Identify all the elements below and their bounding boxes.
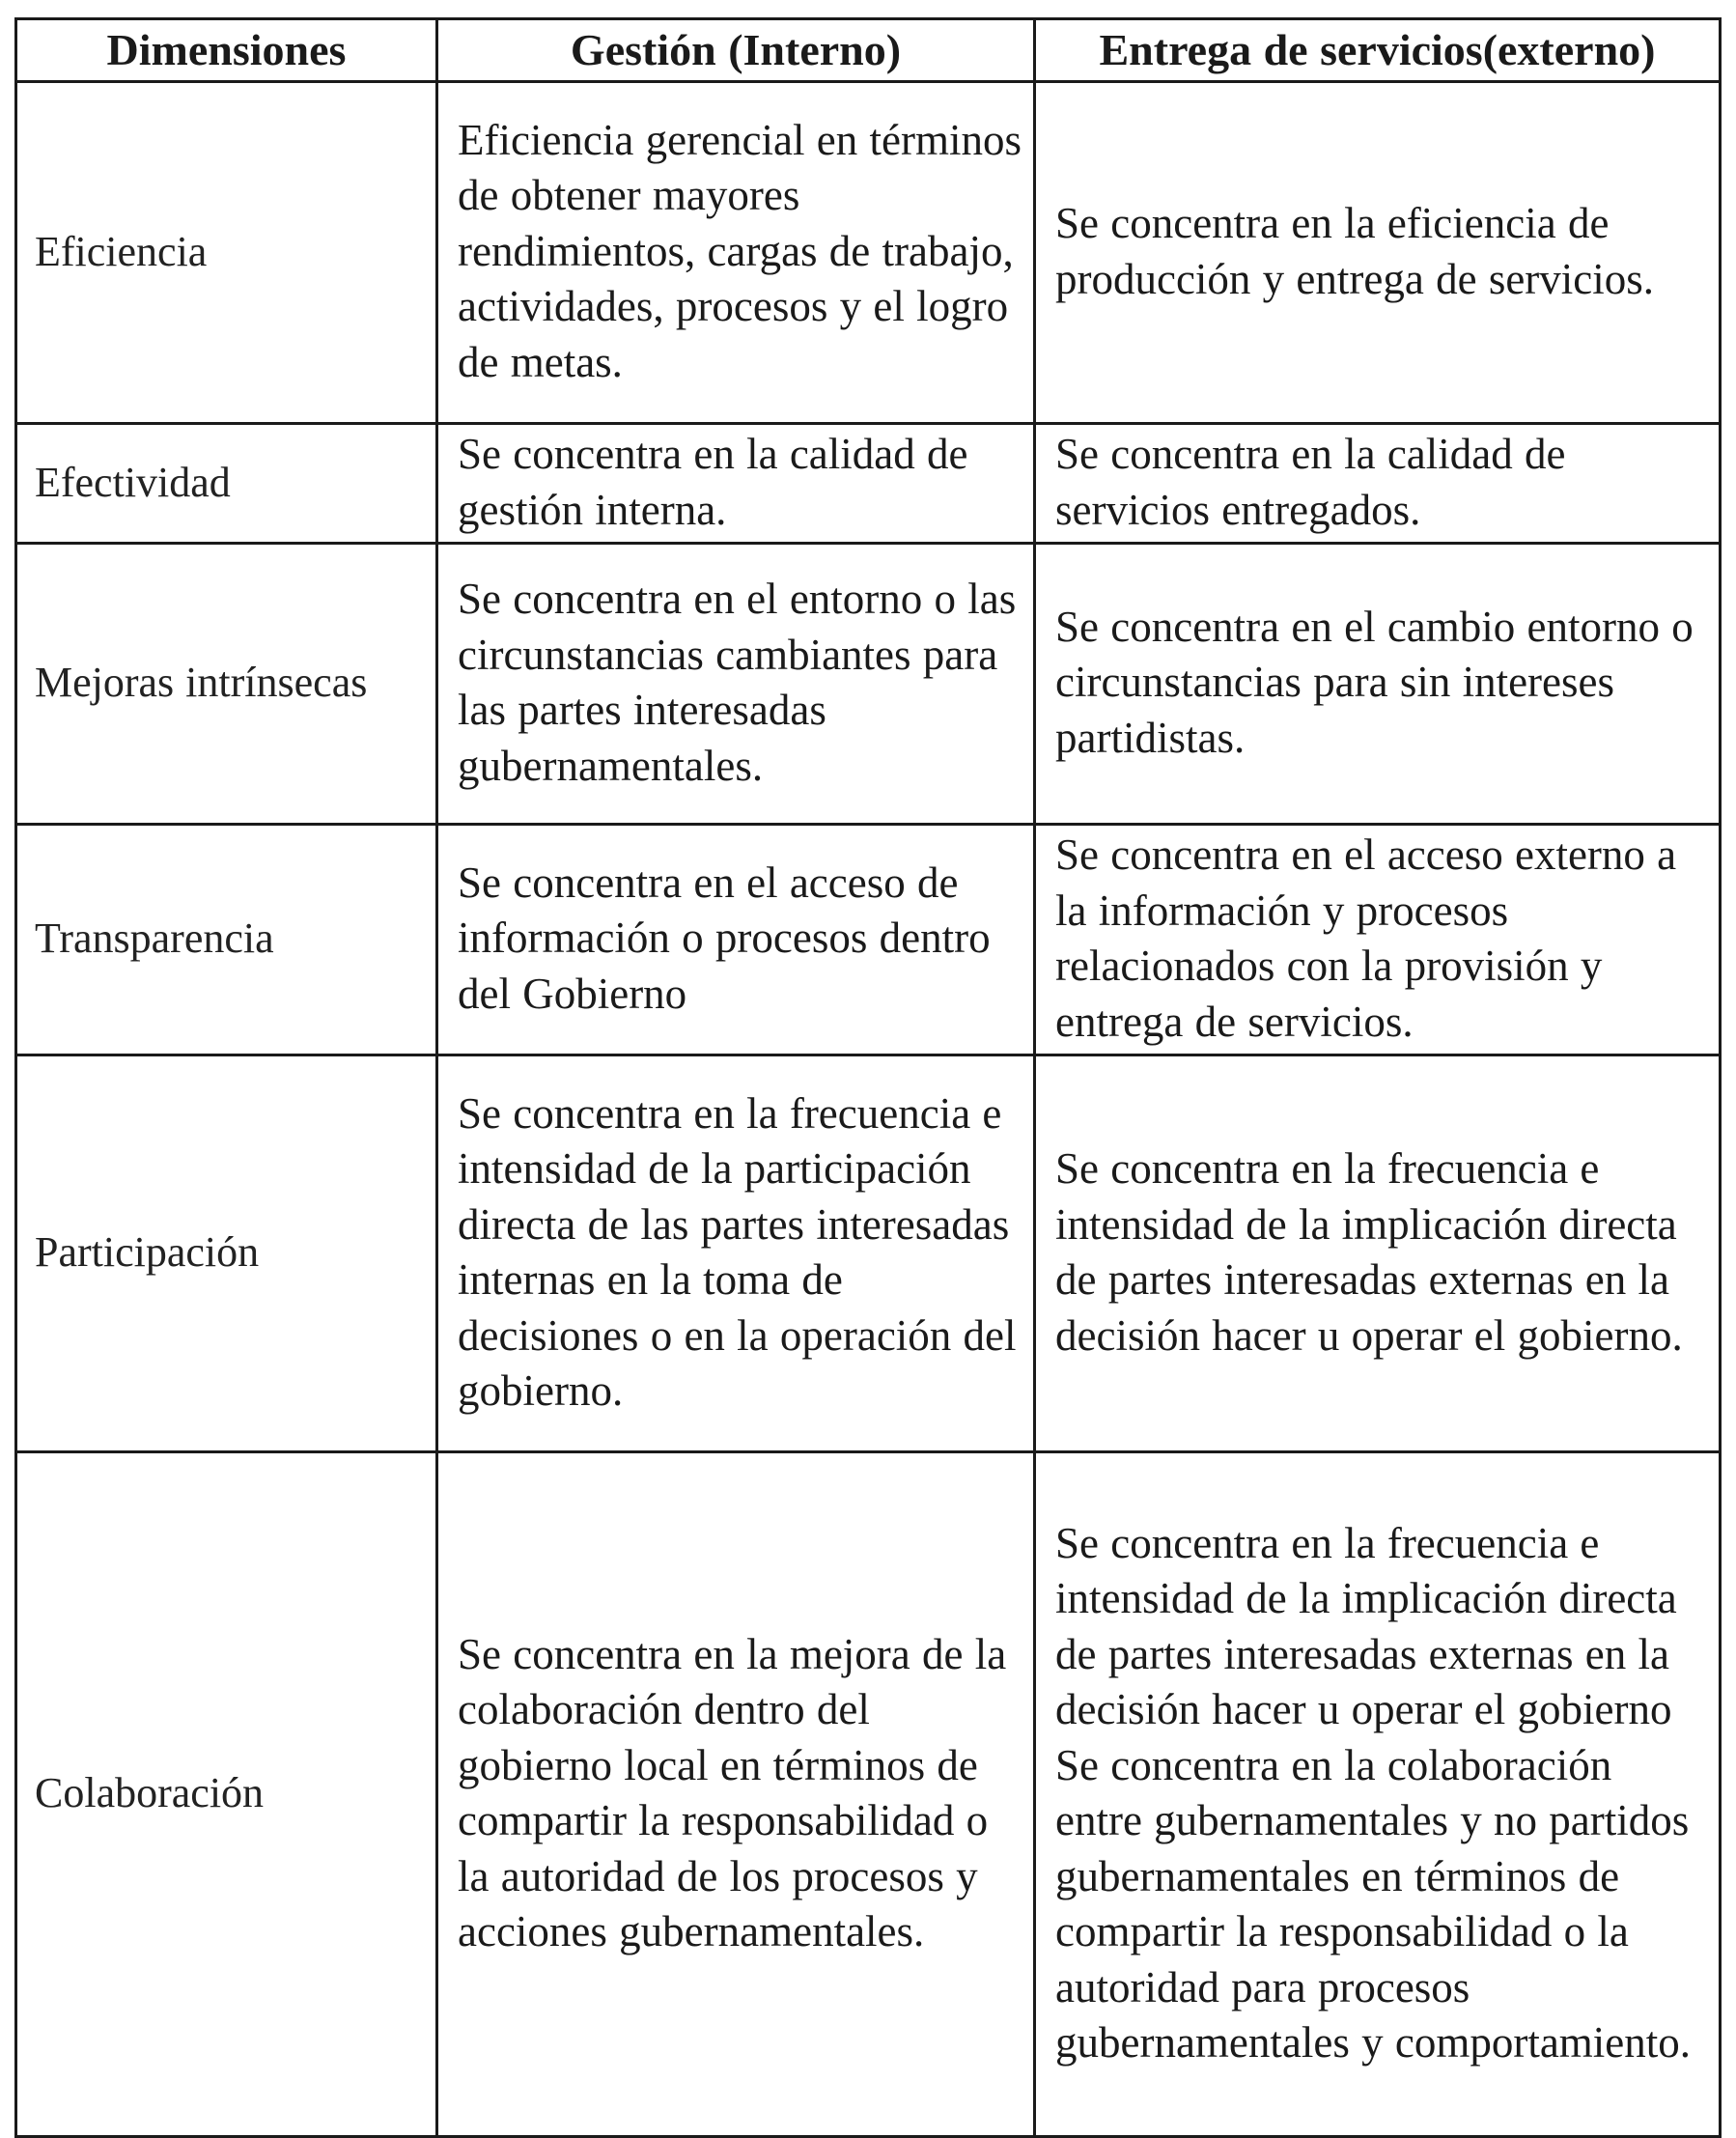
external-cell: Se concentra en la frecuencia e intensidad de la implicación directa de partes interesadas externas en la decisión hacer u operar el gobierno Se concentra en la colaboración entre gubernamentales y no partidos gubernamentales en términos de compartir la responsabilidad o la autoridad para procesos gubernamentales y comportamiento. — [1035, 1452, 1721, 2137]
dimension-cell: Colaboración — [16, 1452, 437, 2137]
table-row — [16, 82, 1721, 424]
external-cell: Se concentra en el cambio entorno o circunstancias para sin intereses partidistas. — [1035, 544, 1721, 825]
internal-cell: Se concentra en la mejora de la colaboración dentro del gobierno local en términos de compartir la responsabilidad o la autoridad de los procesos y acciones gubernamentales. — [437, 1452, 1035, 2137]
internal-cell: Se concentra en la calidad de gestión interna. — [437, 424, 1035, 544]
internal-cell: Se concentra en el acceso de información o procesos dentro del Gobierno — [437, 825, 1035, 1055]
header-entrega-servicios: Entrega de servicios(externo) — [1035, 19, 1721, 82]
dimensions-table — [14, 17, 1722, 2138]
header-gestion-interno: Gestión (Interno) — [437, 19, 1035, 82]
external-cell: Se concentra en el acceso externo a la información y procesos relacionados con la provisión y entrega de servicios. — [1035, 825, 1721, 1055]
header-row — [16, 19, 1721, 82]
dimension-cell: Transparencia — [16, 825, 437, 1055]
external-cell: Se concentra en la eficiencia de producción y entrega de servicios. — [1035, 82, 1721, 424]
dimension-cell: Efectividad — [16, 424, 437, 544]
external-cell: Se concentra en la calidad de servicios entregados. — [1035, 424, 1721, 544]
internal-cell: Se concentra en la frecuencia e intensidad de la participación directa de las partes interesadas internas en la toma de decisiones o en la operación del gobierno. — [437, 1055, 1035, 1452]
dimension-cell: Mejoras intrínsecas — [16, 544, 437, 825]
table-row — [16, 1055, 1721, 1452]
table-row — [16, 424, 1721, 544]
internal-cell: Eficiencia gerencial en términos de obtener mayores rendimientos, cargas de trabajo, actividades, procesos y el logro de metas. — [437, 82, 1035, 424]
external-cell: Se concentra en la frecuencia e intensidad de la implicación directa de partes interesadas externas en la decisión hacer u operar el gobierno. — [1035, 1055, 1721, 1452]
internal-cell: Se concentra en el entorno o las circunstancias cambiantes para las partes interesadas gubernamentales. — [437, 544, 1035, 825]
table-row — [16, 825, 1721, 1055]
table-row — [16, 1452, 1721, 2137]
dimension-cell: Participación — [16, 1055, 437, 1452]
dimension-cell: Eficiencia — [16, 82, 437, 424]
header-dimensiones: Dimensiones — [16, 19, 437, 82]
table-row — [16, 544, 1721, 825]
